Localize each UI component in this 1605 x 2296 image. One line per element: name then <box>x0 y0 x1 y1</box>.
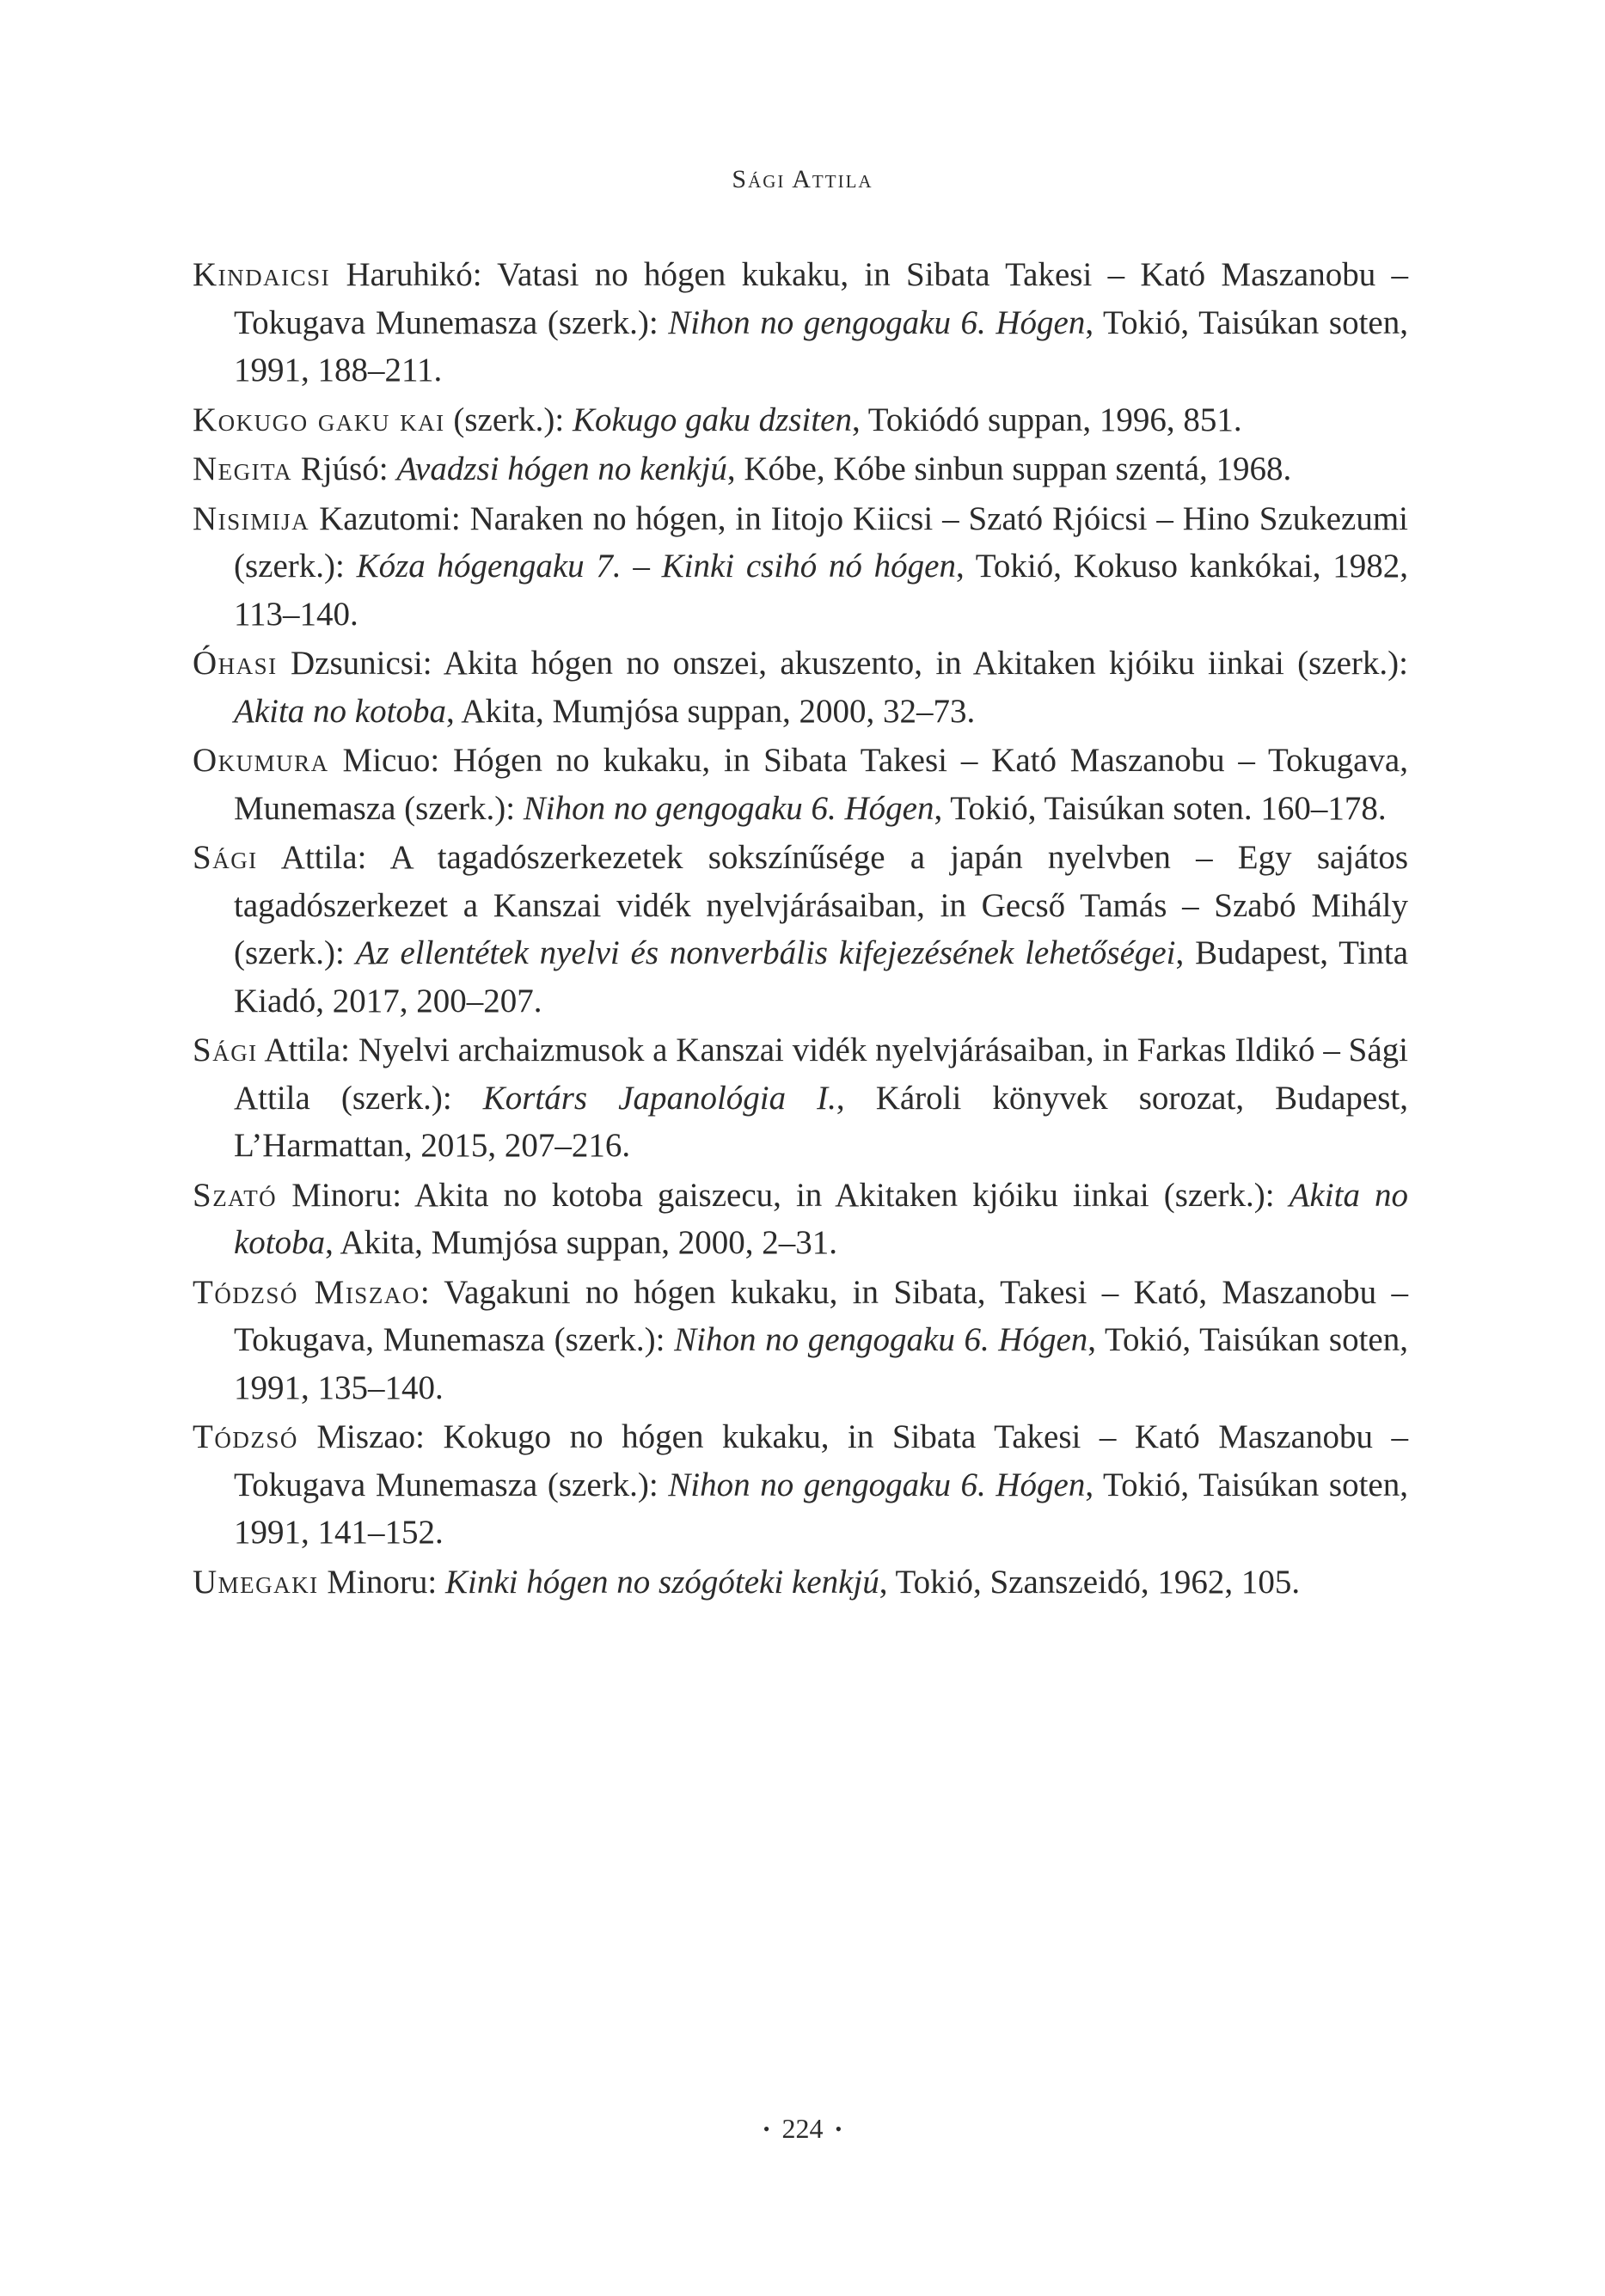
bibliography-entry <box>193 445 1408 493</box>
page-number-footer <box>0 2113 1605 2145</box>
entry-title: Kinki hógen no szógóteki kenkjú <box>445 1563 879 1601</box>
entry-text-after: , Tokiódó suppan, 1996, 851. <box>851 401 1242 438</box>
entry-text-before: Attila: A tagadószerkezetek sokszínűsége a japán nyelvben – Egy sajátos tagadószerkezet a Kanszai vidék nyelvjárásaiban, in Gecső Tamás – Szabó Mihály (szerk.): <box>234 839 1408 971</box>
entry-text-after: , Tokió, Taisúkan soten. 160–178. <box>934 789 1387 827</box>
entry-text-before: Miszao: Kokugo no hógen kukaku, in Sibata Takesi – Kató Maszanobu – Tokugava Munemasza (szerk.): <box>234 1418 1408 1503</box>
entry-title: Kokugo gaku dzsiten <box>573 401 852 438</box>
entry-author: Umegaki <box>193 1563 319 1601</box>
entry-title: Nihon no gengogaku 6. Hógen <box>674 1321 1088 1358</box>
bibliography-entry <box>193 1558 1408 1607</box>
entry-title: Nihon no gengogaku 6. Hógen <box>668 303 1086 341</box>
bullet-left: • <box>763 2118 770 2140</box>
running-head: Sági Attila <box>732 165 873 193</box>
entry-text-before: Minoru: <box>318 1563 445 1601</box>
entry-author: Tódzsó <box>193 1418 298 1455</box>
bibliography-entry <box>193 251 1408 395</box>
entry-text-after: , Károli könyvek sorozat, Budapest, L’Harmattan, 2015, 207–216. <box>234 1079 1408 1164</box>
bibliography-list <box>193 251 1408 1607</box>
bibliography-entry <box>193 495 1408 639</box>
bibliography-entry <box>193 640 1408 735</box>
entry-text-after: , Tokió, Szanszeidó, 1962, 105. <box>879 1563 1301 1601</box>
entry-author: Tódzsó Miszao <box>193 1273 420 1311</box>
entry-text-after: , Budapest, Tinta Kiadó, 2017, 200–207. <box>234 934 1408 1019</box>
entry-text-after: , Akita, Mumjósa suppan, 2000, 2–31. <box>325 1224 837 1261</box>
bibliography-entry <box>193 1172 1408 1267</box>
entry-author: Kindaicsi <box>193 256 331 293</box>
bullet-right: • <box>835 2118 842 2140</box>
entry-text-before: Kazutomi: Naraken no hógen, in Iitojo Kiicsi – Szató Rjóicsi – Hino Szukezumi (szerk.): <box>234 499 1408 585</box>
entry-author: Sági <box>193 1032 258 1068</box>
entry-author: Sági <box>193 839 258 876</box>
entry-title: Akita no kotoba <box>234 692 446 730</box>
bibliography-entry <box>193 737 1408 832</box>
entry-text-after: , Tokió, Kokuso kankókai, 1982, 113–140. <box>234 548 1409 633</box>
entry-text-after: , Tokió, Taisúkan soten, 1991, 141–152. <box>234 1466 1408 1551</box>
entry-title: Kortárs Japanológia I. <box>482 1079 836 1117</box>
entry-text-after: , Tokió, Taisúkan soten, 1991, 188–211. <box>234 303 1408 389</box>
entry-author: Kokugo gaku kai <box>193 401 445 438</box>
entry-text-before: Attila: Nyelvi archaizmusok a Kanszai vidék nyelvjárásaiban, in Farkas Ildikó – Sági Attila (szerk.): <box>234 1032 1408 1117</box>
entry-title: Az ellentétek nyelvi és nonverbális kifejezésének lehetőségei <box>355 934 1176 971</box>
entry-text-before: Haruhikó: Vatasi no hógen kukaku, in Sibata Takesi – Kató Maszanobu – Tokugava Munemasza (szerk.): <box>234 256 1408 341</box>
entry-text-before: (szerk.): <box>444 401 573 438</box>
entry-title: Nihon no gengogaku 6. Hógen <box>523 789 934 827</box>
entry-title: Akita no kotoba <box>234 1176 1408 1261</box>
entry-text-before: Dzsunicsi: Akita hógen no onszei, akuszento, in Akitaken kjóiku iinkai (szerk.): <box>277 645 1408 682</box>
entry-author: Óhasi <box>193 645 278 682</box>
bibliography-entry <box>193 1269 1408 1412</box>
entry-title: Kóza hógengaku 7. – Kinki csihó nó hógen <box>356 548 956 585</box>
entry-title: Nihon no gengogaku 6. Hógen <box>668 1466 1086 1503</box>
entry-title: Avadzsi hógen no kenkjú <box>396 450 727 487</box>
page-number: 224 <box>781 2113 824 2144</box>
entry-text-after: , Kóbe, Kóbe sinbun suppan szentá, 1968. <box>726 450 1292 487</box>
entry-text-before: : Vagakuni no hógen kukaku, in Sibata, Takesi – Kató, Maszanobu – Tokugava, Munemasza (szerk.): <box>234 1273 1408 1358</box>
entry-text-before: Minoru: Akita no kotoba gaiszecu, in Akitaken kjóiku iinkai (szerk.): <box>277 1176 1290 1214</box>
entry-text-after: , Tokió, Taisúkan soten, 1991, 135–140. <box>234 1321 1408 1406</box>
entry-text-before: Micuo: Hógen no kukaku, in Sibata Takesi – Kató Maszanobu – Tokugava, Munemasza (szerk.): <box>234 742 1408 827</box>
bibliography-entry <box>193 834 1408 1025</box>
entry-author: Okumura <box>193 742 329 779</box>
entry-author: Nisimija <box>193 499 310 537</box>
bibliography-entry <box>193 396 1408 444</box>
bibliography-entry <box>193 1026 1408 1170</box>
entry-text-after: , Akita, Mumjósa suppan, 2000, 32–73. <box>445 692 976 730</box>
entry-author: Negita <box>193 450 292 487</box>
entry-author: Szató <box>193 1176 278 1214</box>
bibliography-entry <box>193 1413 1408 1557</box>
entry-text-before: Rjúsó: <box>291 450 397 487</box>
